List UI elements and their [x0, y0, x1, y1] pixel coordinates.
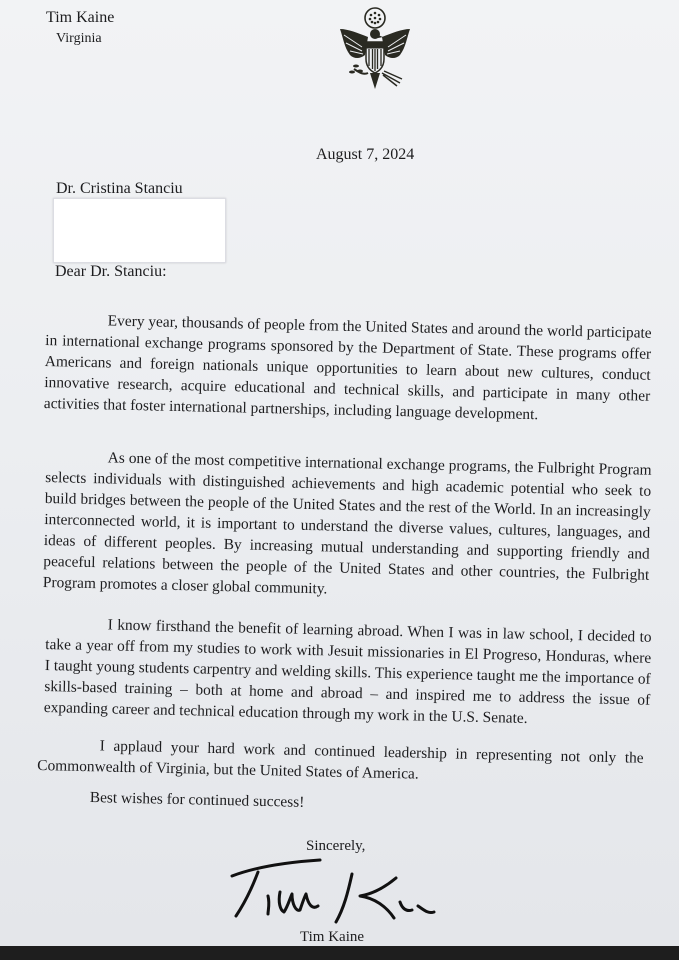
closing-wish: Best wishes for continued success! [89, 789, 305, 811]
letterhead-state: Virginia [56, 31, 102, 46]
letter-date: August 7, 2024 [316, 146, 415, 163]
great-seal-eagle-icon [334, 7, 416, 95]
paragraph: I know firsthand the benefit of learning abroad. When I was in law school, I decided to take a year off from my studies to work with Jesuit missionaries in El Progreso, Honduras, where I taught young students carpentry and welding skills. This experience taught me the importance of skills-based training – both at home and abroad – and inspired me to address the issue of expanding career and technical education through my work in the U.S. Senate. [43, 616, 652, 727]
closing: Sincerely, [306, 838, 366, 854]
paragraph: As one of the most competitive international exchange programs, the Fulbright Program selects individuals with distinguished achievements and high academic potential who seek to build bridges between the people of the United States and the rest of the World. In an increasingly interconnected world, it is important to understand the diverse values, cultures, languages, and ideas of different peoples. By increasing mutual understanding and supporting friendly and peaceful relations between the people of the United States and other countries, the Fulbright Program promotes a closer global community. [42, 449, 652, 598]
paragraph: Every year, thousands of people from the United States and around the world participate in international exchange programs sponsored by the Department of State. These programs offer Americans and foreign nationals unique opportunities to learn about new cultures, conduct innovative research, acquire educational and technical skills, and participate in many other activities that foster international partnerships, including language development. [43, 312, 652, 424]
photo-background-edge [0, 946, 679, 960]
signer-name: Tim Kaine [300, 929, 365, 945]
handwritten-signature-icon [228, 852, 440, 928]
paragraph: I applaud your hard work and continued leadership in representing not only the Commonwealth of Virginia, but the United States of America. [37, 737, 644, 783]
salutation: Dear Dr. Stanciu: [55, 263, 167, 280]
letterhead-name: Tim Kaine [46, 9, 115, 26]
redacted-address [53, 198, 226, 263]
recipient-name: Dr. Cristina Stanciu [56, 180, 183, 197]
